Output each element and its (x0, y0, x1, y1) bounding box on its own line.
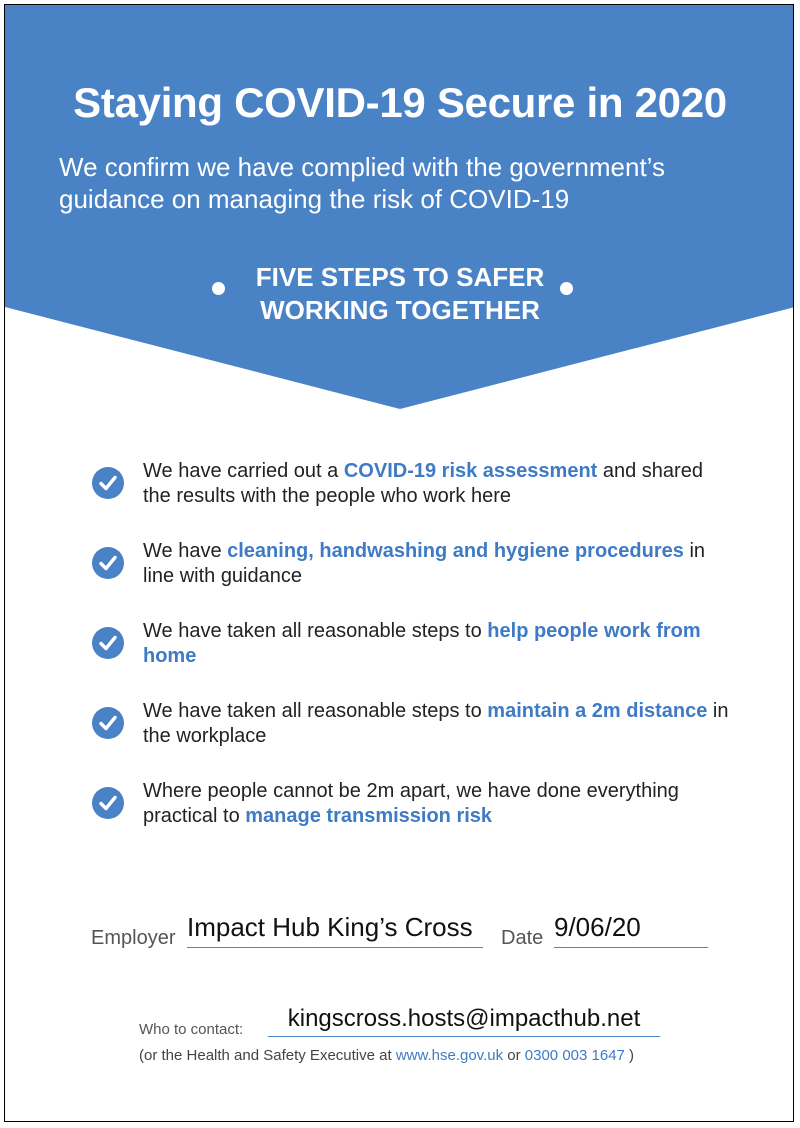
hse-website-link[interactable]: www.hse.gov.uk (395, 1047, 504, 1064)
highlighted-phrase: cleaning, handwashing and hygiene procedures (227, 540, 684, 562)
checklist-text-fragment: and shared the results with the people who work here (143, 460, 703, 507)
checklist-text-fragment: We have taken all reasonable steps to (143, 620, 488, 642)
checklist-text-fragment: Where people cannot be 2m apart, we have done everything practical to (143, 780, 679, 827)
hse-phone-link[interactable]: 0300 003 1647 (524, 1047, 625, 1064)
date-label: Date (501, 927, 544, 949)
checklist-text-fragment: We have taken all reasonable steps to (143, 700, 488, 722)
steps-heading-line: FIVE STEPS TO SAFER (255, 262, 545, 292)
footnote-suffix: ) (624, 1047, 635, 1064)
bullet-dot-icon (560, 282, 573, 295)
checklist-item-text (143, 539, 733, 589)
checklist-item (5, 697, 794, 757)
contact-label: Who to contact: (139, 1021, 244, 1038)
check-circle-icon (92, 707, 124, 739)
footnote-or: or (503, 1047, 525, 1064)
check-circle-icon (92, 787, 124, 819)
check-circle-icon (92, 467, 124, 499)
highlighted-phrase: COVID-19 risk assessment (343, 460, 598, 482)
checklist-item (5, 457, 794, 517)
checklist-item-text (143, 459, 733, 509)
check-circle-icon (92, 547, 124, 579)
steps-heading-line: WORKING TOGETHER (260, 295, 540, 325)
checklist-item-text (143, 699, 733, 749)
checklist-item-text (143, 619, 733, 669)
checklist-item-text (143, 779, 733, 829)
checklist-item (5, 777, 794, 837)
checklist-item (5, 617, 794, 677)
contact-email-field[interactable]: kingscross.hosts@impacthub.net (268, 1005, 660, 1037)
highlighted-phrase: help people work from home (143, 620, 701, 667)
check-circle-icon (92, 627, 124, 659)
employer-label: Employer (91, 927, 176, 949)
footnote-prefix: (or the Health and Safety Executive at (139, 1047, 396, 1064)
checklist-text-fragment: We have (143, 540, 228, 562)
subtitle: We confirm we have complied with the government’s guidance on managing the risk of COVID-19 (59, 152, 665, 214)
highlighted-phrase: manage transmission risk (245, 805, 493, 827)
poster (4, 4, 794, 1122)
steps-heading (5, 261, 794, 327)
highlighted-phrase: maintain a 2m distance (487, 700, 708, 722)
page-title: Staying COVID-19 Secure in 2020 (73, 79, 727, 126)
checklist-item (5, 537, 794, 597)
checklist-text-fragment: We have carried out a (143, 460, 344, 482)
checklist-text-fragment: in line with guidance (143, 540, 706, 587)
date-field[interactable]: 9/06/20 (554, 912, 708, 948)
employer-field[interactable]: Impact Hub King’s Cross (187, 912, 483, 948)
checklist-text-fragment: in the workplace (143, 700, 729, 747)
footnote (139, 1047, 634, 1064)
